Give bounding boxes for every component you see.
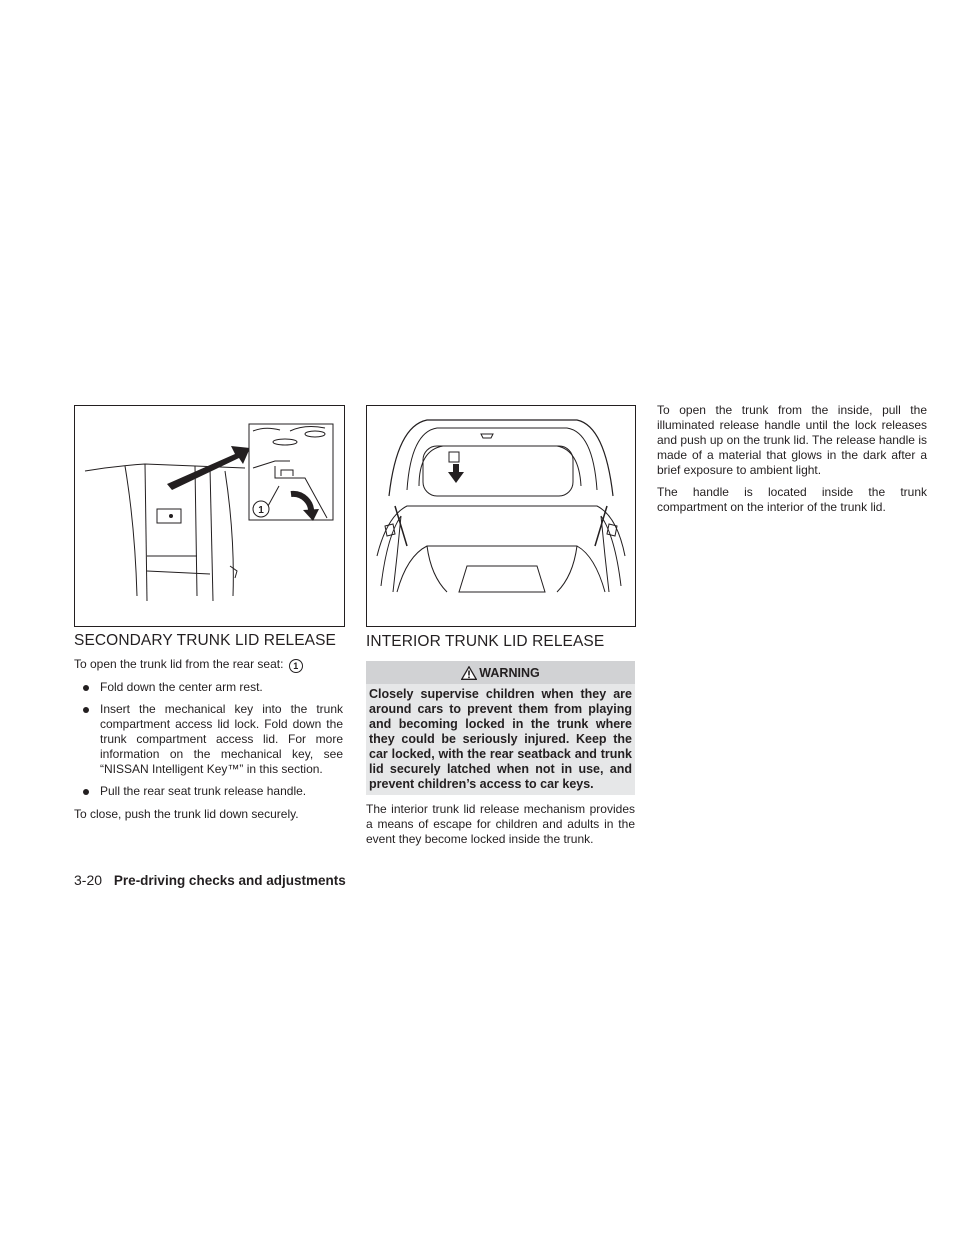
page-footer	[74, 872, 346, 888]
list-item	[74, 680, 343, 695]
trunk-interior-illustration	[366, 405, 636, 627]
step-text: Pull the rear seat trunk release handle.	[100, 784, 307, 798]
step-text: Insert the mechanical key into the trunk compartment access lid lock. Fold down the trunk compartment access lid. For more information on the mechanical key, see “NISSAN Intelligent Key™” in this section.	[100, 702, 343, 776]
secondary-trunk-heading: SECONDARY TRUNK LID RELEASE	[74, 632, 336, 649]
intro-text: To open the trunk lid from the rear seat:	[74, 657, 284, 671]
warning-header	[366, 661, 635, 684]
bullet-icon	[83, 707, 89, 713]
rear-seat-trunk-release-illustration	[74, 405, 345, 627]
bullet-icon	[83, 789, 89, 795]
interior-trunk-body: The interior trunk lid release mechanism provides a means of escape for children and adults in the event they become locked inside the trunk.	[366, 802, 635, 846]
bullet-icon	[83, 685, 89, 691]
figure-callout-1: 1	[258, 505, 264, 516]
step-text: Fold down the center arm rest.	[100, 680, 263, 694]
interior-trunk-heading: INTERIOR TRUNK LID RELEASE	[366, 633, 605, 650]
secondary-trunk-intro	[74, 657, 343, 673]
secondary-trunk-steps	[74, 680, 343, 806]
list-item	[74, 702, 343, 777]
secondary-trunk-closing: To close, push the trunk lid down securely.	[74, 807, 299, 821]
warning-triangle-icon	[461, 666, 477, 680]
warning-text: Closely supervise children when they are around cars to prevent them from playing and becoming locked in the trunk where they could be seriously injured. Keep the car locked, with the rear seatback and trunk lid securely latched when not in use, and prevent children’s access to car keys.	[366, 684, 635, 795]
warning-title: WARNING	[479, 665, 540, 680]
page-number: 3-20	[74, 872, 103, 888]
section-title: Pre-driving checks and adjustments	[113, 873, 346, 888]
callout-1: 1	[289, 659, 303, 673]
list-item	[74, 784, 343, 799]
right-para-1: To open the trunk from the inside, pull the illuminated release handle until the lock releases and push up on the trunk lid. The release handle is made of a material that glows in the dark after a brief exposure to ambient light.	[657, 403, 927, 477]
rear-seat-drawing	[75, 406, 344, 626]
trunk-drawing	[367, 406, 635, 626]
right-para-2: The handle is located inside the trunk compartment on the interior of the trunk lid.	[657, 485, 927, 514]
